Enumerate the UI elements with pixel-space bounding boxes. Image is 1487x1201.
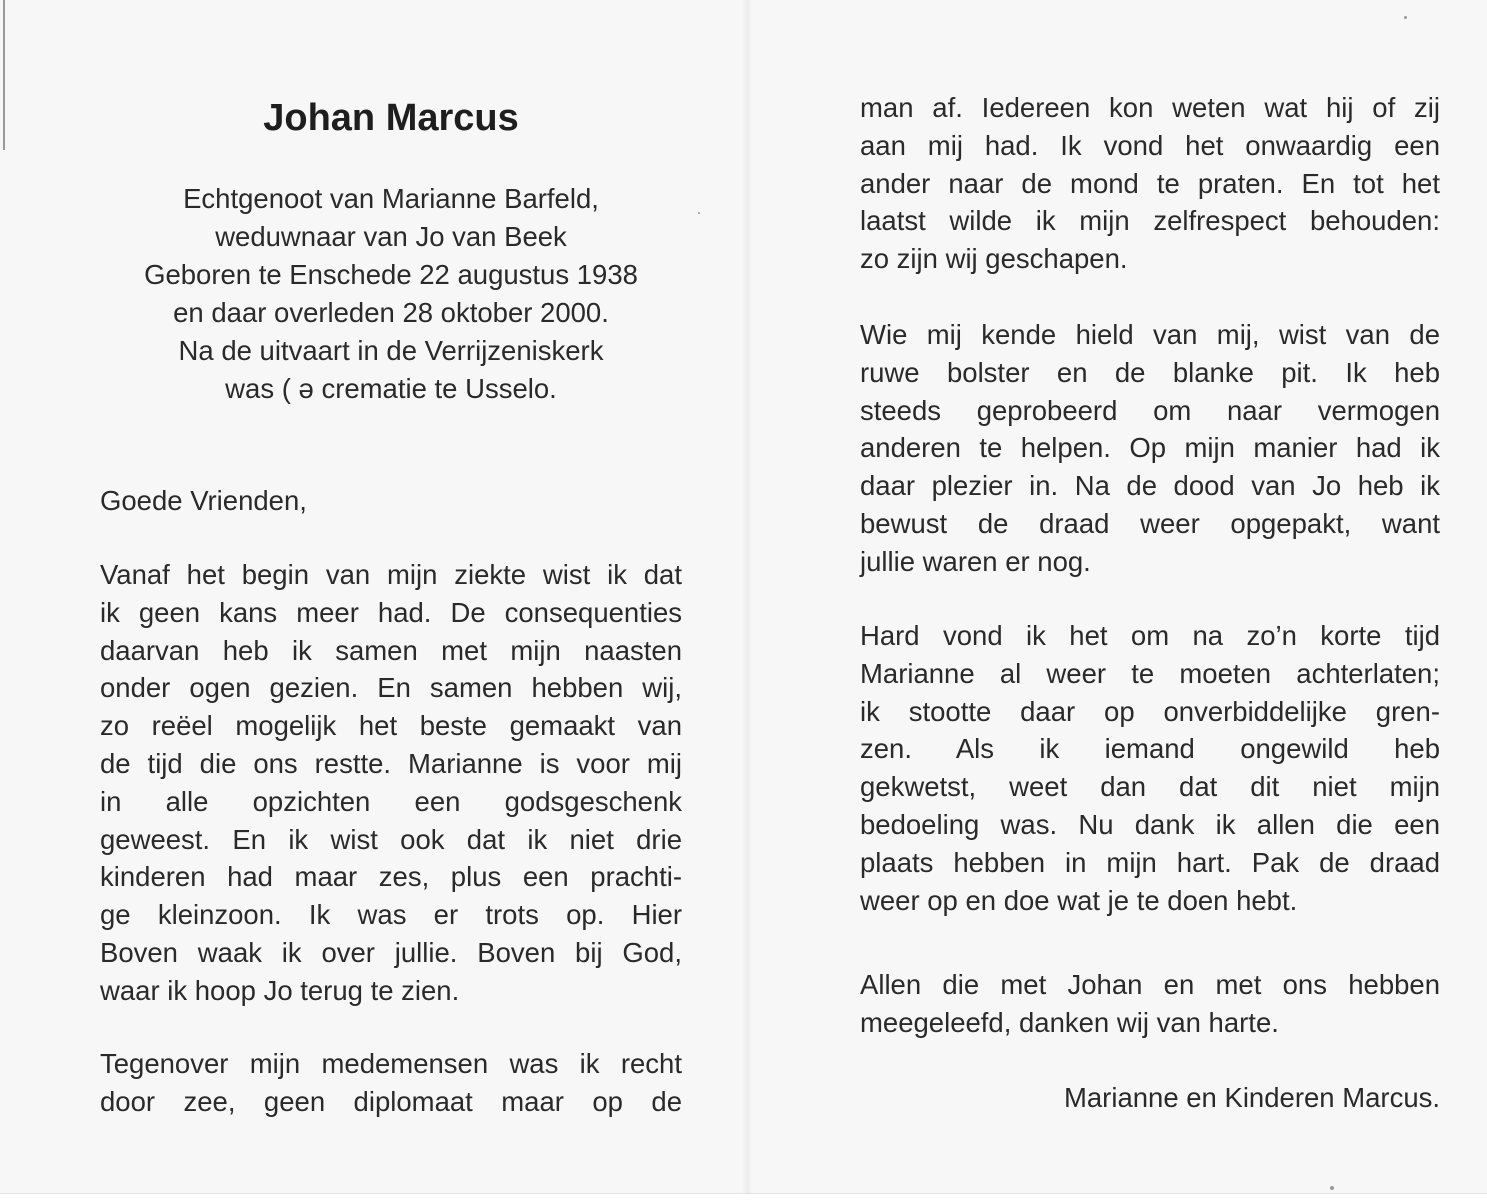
bio-block (80, 180, 702, 408)
paragraph (100, 556, 682, 1010)
text-line: anderen te helpen. Op mijn manier had ik (860, 432, 1440, 464)
dust-speck (1330, 1186, 1334, 1190)
text-line: Tegenover mijn medemensen was ik recht (100, 1048, 682, 1079)
paragraph (100, 1045, 682, 1121)
paragraph (860, 316, 1440, 581)
text-line: plaats hebben in mijn hart. Pak de draad (860, 846, 1440, 878)
text-line: Vanaf het begin van mijn ziekte wist ik dat (100, 559, 682, 590)
text-line: jullie waren er nog. (860, 545, 1091, 577)
text-line: de tijd die ons restte. Marianne is voor mij (100, 747, 682, 779)
text-line: meegeleefd, danken wij van harte. (860, 1006, 1279, 1038)
bio-line: weduwnaar van Jo van Beek (215, 221, 567, 252)
text-line: ik stootte daar op onverbiddelijke gren- (860, 695, 1440, 727)
bio-line: was ( ə crematie te Usselo. (225, 373, 557, 404)
text-line: weer op en doe wat je te doen hebt. (860, 884, 1298, 916)
text-line: steeds geprobeerd om naar vermogen (860, 394, 1440, 426)
text-line: bewust de draad weer opgepakt, want (860, 507, 1440, 539)
card-fold (742, 0, 752, 1195)
text-line: ge kleinzoon. Ik was er trots op. Hier (100, 899, 682, 931)
text-line: Boven waak ik over jullie. Boven bij God, (100, 936, 682, 968)
text-line: man af. Iedereen kon weten wat hij of zij (860, 92, 1440, 123)
signature: Marianne en Kinderen Marcus. (1063, 1082, 1440, 1113)
text-line: Wie mij kende hield van mij, wist van de (860, 319, 1440, 350)
text-line: laatst wilde ik mijn zelfrespect behouden: (860, 205, 1440, 237)
text-line: zen. Als ik iemand ongewild heb (860, 733, 1440, 765)
text-line: bedoeling was. Nu dank ik allen die een (860, 808, 1440, 840)
text-line: zo zijn wij geschapen. (860, 243, 1128, 275)
text-line: Marianne al weer te moeten achterlaten; (860, 657, 1440, 689)
card-edge-shadow (3, 0, 5, 150)
text-line: aan mij had. Ik vond het onwaardig een (860, 129, 1440, 161)
text-line: ik geen kans meer had. De consequenties (100, 596, 682, 628)
text-line: onder ogen gezien. En samen hebben wij, (100, 672, 682, 704)
text-line: ander naar de mond te praten. En tot het (860, 167, 1440, 199)
paragraph (860, 966, 1440, 1042)
text-line: waar ik hoop Jo terug te zien. (100, 974, 460, 1006)
bio-line: Na de uitvaart in de Verrijzeniskerk (178, 335, 604, 366)
text-line: Hard vond ik het om na zo’n korte tijd (860, 620, 1440, 651)
bio-line: Echtgenoot van Marianne Barfeld, (183, 183, 599, 214)
text-line: daarvan heb ik samen met mijn naasten (100, 634, 682, 666)
text-line: geweest. En ik wist ook dat ik niet drie (100, 823, 682, 855)
paragraph (860, 89, 1440, 278)
text-line: zo reëel mogelijk het beste gemaakt van (100, 710, 682, 742)
greeting: Goede Vrienden, (100, 485, 307, 516)
dust-speck (1404, 16, 1407, 19)
text-line: kinderen had maar zes, plus een prachti- (100, 861, 682, 893)
text-line: ruwe bolster en de blanke pit. Ik heb (860, 356, 1440, 388)
deceased-name: Johan Marcus (263, 97, 519, 139)
bio-line: Geboren te Enschede 22 augustus 1938 (144, 259, 638, 290)
text-line: daar plezier in. Na de dood van Jo heb ik (860, 470, 1440, 502)
text-line: Allen die met Johan en met ons hebben (860, 969, 1440, 1000)
text-line: door zee, geen diplomaat maar op de (100, 1085, 682, 1117)
paragraph (860, 617, 1440, 919)
bio-line: en daar overleden 28 oktober 2000. (173, 297, 609, 328)
text-line: in alle opzichten een godsgeschenk (100, 785, 682, 817)
text-line: gekwetst, weet dan dat dit niet mijn (860, 771, 1440, 803)
